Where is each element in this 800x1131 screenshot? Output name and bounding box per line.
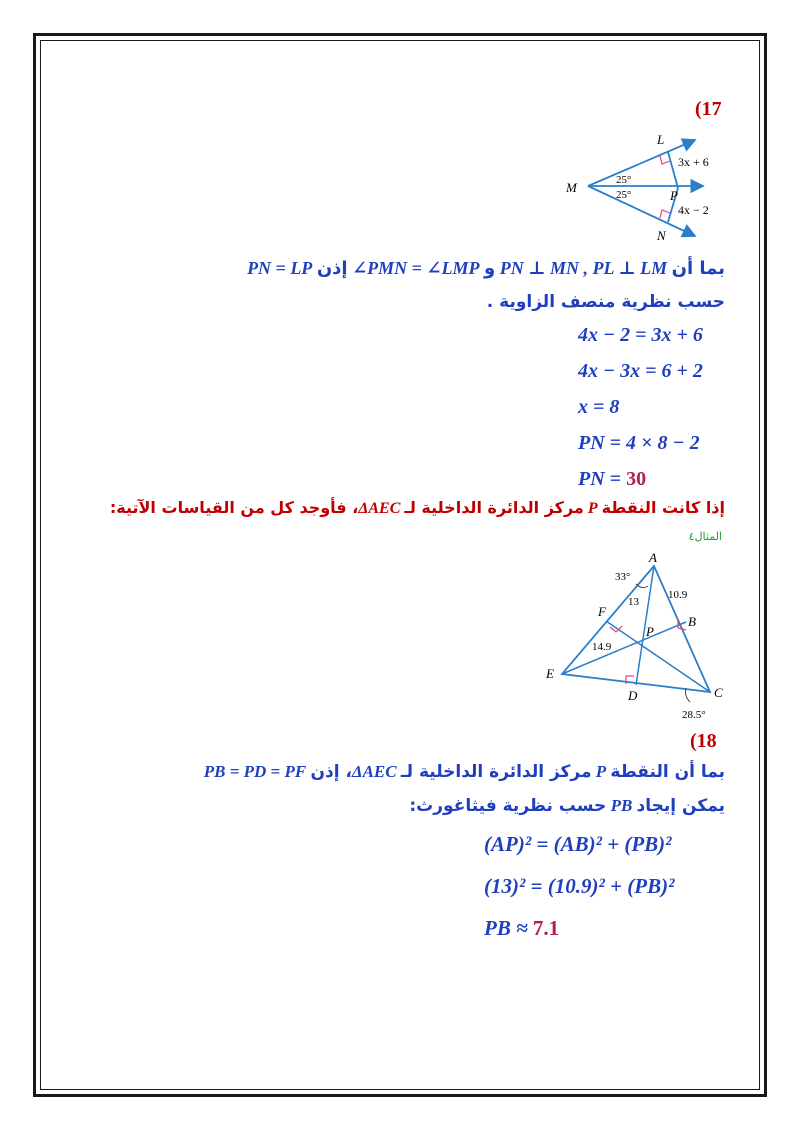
line1-math: PB = PD = PF bbox=[203, 762, 307, 781]
segment-PL bbox=[668, 152, 678, 188]
theorem-line: حسب نظرية منصف الزاوية . bbox=[486, 292, 725, 312]
line2-suffix: حسب نظرية فيثاغورث: bbox=[409, 796, 607, 816]
step-3: x = 8 bbox=[578, 396, 620, 418]
example-label: المثال٤ bbox=[688, 530, 722, 543]
label-B: B bbox=[688, 614, 696, 629]
label-A: A bbox=[649, 550, 657, 565]
given-math-1: PN ⊥ MN , PL ⊥ LM bbox=[499, 258, 668, 278]
figure-18-incenter bbox=[540, 550, 730, 722]
final-answer-18 bbox=[484, 916, 559, 941]
given-then: إذن bbox=[316, 258, 348, 279]
equation-1: (AP)² = (AB)² + (PB)² bbox=[484, 832, 672, 856]
given-math-3: PN = LP bbox=[247, 258, 313, 278]
intro-prefix: إذا كانت النقطة bbox=[601, 498, 725, 517]
step-1: 4x − 2 = 3x + 6 bbox=[578, 324, 703, 346]
angle-top-label: 25° bbox=[616, 174, 632, 186]
line-EB bbox=[562, 622, 686, 674]
final-18-lhs: PB ≈ bbox=[484, 916, 533, 940]
line1-point: P bbox=[595, 762, 607, 781]
label-C: C bbox=[714, 685, 723, 700]
line2-prefix: يمكن إيجاد bbox=[636, 796, 725, 816]
final-17-lhs: PN = bbox=[578, 468, 627, 490]
angle-C-label: 28.5° bbox=[682, 709, 706, 721]
given-and: و bbox=[484, 258, 496, 279]
given-prefix: بما أن bbox=[671, 258, 725, 279]
problem-18-line-1 bbox=[204, 762, 725, 782]
label-L: L bbox=[657, 132, 665, 147]
length-FP-label: 14.9 bbox=[592, 641, 612, 653]
figure-17-angle-bisector bbox=[560, 128, 730, 246]
intro-middle: مركز الدائرة الداخلية لـ bbox=[404, 498, 584, 517]
equation-2: (13)² = (10.9)² + (PB)² bbox=[484, 874, 675, 898]
angle-bottom-label: 25° bbox=[616, 189, 632, 201]
given-math-2: ∠PMN = ∠LMP bbox=[352, 258, 480, 278]
angle-A-label: 33° bbox=[615, 571, 631, 583]
final-answer-17 bbox=[578, 468, 646, 491]
intro-triangle: ΔAEC bbox=[358, 500, 401, 517]
label-P: P bbox=[646, 624, 654, 639]
right-angle-mark-L bbox=[660, 156, 670, 164]
line1-middle: مركز الدائرة الداخلية لـ bbox=[400, 762, 592, 782]
line1-then: ، إذن bbox=[310, 762, 352, 782]
problem-18-intro bbox=[110, 498, 725, 518]
intro-point: P bbox=[587, 500, 598, 517]
line1-triangle: ΔAEC bbox=[351, 762, 397, 781]
step-2: 4x − 3x = 6 + 2 bbox=[578, 360, 703, 382]
label-N: N bbox=[657, 228, 666, 243]
step-4: PN = 4 × 8 − 2 bbox=[578, 432, 700, 454]
length-AB-label: 10.9 bbox=[668, 589, 688, 601]
side-top-label: 3x + 6 bbox=[678, 155, 709, 169]
side-bottom-label: 4x − 2 bbox=[678, 203, 709, 217]
final-17-value: 30 bbox=[626, 468, 647, 490]
problem-17-given-line bbox=[247, 258, 725, 279]
label-M: M bbox=[566, 180, 577, 195]
problem-17-number: (17 bbox=[695, 98, 722, 120]
label-D: D bbox=[628, 688, 638, 703]
line1-prefix: بما أن النقطة bbox=[610, 762, 725, 782]
label-F: F bbox=[598, 604, 606, 619]
problem-18-line-2 bbox=[409, 796, 725, 816]
length-AP-label: 13 bbox=[628, 596, 639, 608]
problem-18-number: (18 bbox=[690, 730, 717, 752]
label-P: P bbox=[670, 188, 678, 203]
intro-suffix: ، فأوجد كل من القياسات الآتية: bbox=[109, 498, 359, 517]
right-angle-mark-N bbox=[660, 210, 670, 218]
line2-math: PB bbox=[610, 796, 633, 815]
final-18-value: 7.1 bbox=[532, 916, 560, 940]
label-E: E bbox=[546, 666, 554, 681]
triangle-AEC bbox=[562, 566, 710, 692]
